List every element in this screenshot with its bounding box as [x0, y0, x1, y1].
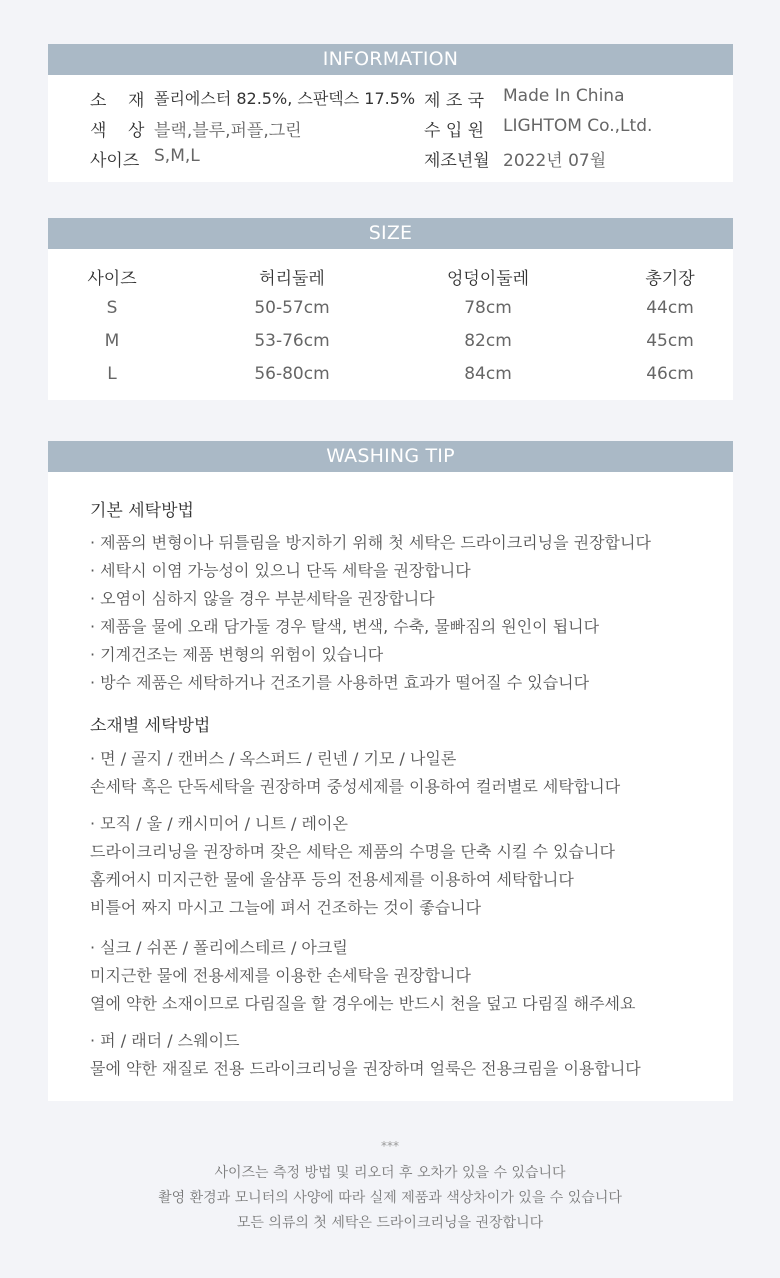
size-cell: 78cm — [464, 298, 512, 318]
list-item: · 제품을 물에 오래 담가둘 경우 탈색, 변색, 수축, 물빠짐의 원인이 됩니다 — [90, 617, 600, 636]
material-group-line: 드라이크리닝을 권장하며 잦은 세탁은 제품의 수명을 단축 시킬 수 있습니다 — [90, 842, 615, 861]
washing-header: WASHING TIP — [48, 441, 733, 472]
material-group-name: · 실크 / 쉬폰 / 폴리에스테르 / 아크릴 — [90, 938, 348, 957]
basic-wash-title: 기본 세탁방법 — [90, 501, 194, 521]
material-group-line: 열에 약한 소재이므로 다림질을 할 경우에는 반드시 천을 덮고 다림질 해주세요 — [90, 994, 636, 1013]
info-label: 수 입 원 — [424, 121, 485, 141]
washing-panel — [48, 441, 733, 1101]
info-value: LIGHTOM Co.,Ltd. — [503, 116, 653, 136]
size-cell: 46cm — [646, 364, 694, 384]
info-label: 소 재 — [90, 91, 145, 111]
size-col-header: 허리둘레 — [259, 269, 325, 289]
size-col-header: 사이즈 — [87, 269, 137, 289]
size-col-header: 엉덩이둘레 — [446, 269, 530, 289]
material-group-name: · 면 / 골지 / 캔버스 / 옥스퍼드 / 린넨 / 기모 / 나일론 — [90, 749, 457, 768]
table-row — [48, 298, 733, 328]
size-cell: 45cm — [646, 331, 694, 351]
info-label: 제 조 국 — [424, 91, 485, 111]
material-group-line: 미지근한 물에 전용세제를 이용한 손세탁을 권장합니다 — [90, 966, 471, 985]
info-label: 색 상 — [90, 121, 145, 141]
size-table-header — [48, 264, 733, 294]
table-row — [48, 331, 733, 361]
size-cell: 53-76cm — [254, 331, 330, 351]
info-value: 폴리에스터 82.5%, 스판덱스 17.5% — [154, 89, 416, 108]
info-label: 사이즈 — [90, 151, 140, 171]
size-panel — [48, 218, 733, 400]
information-panel — [48, 44, 733, 182]
size-cell: 50-57cm — [254, 298, 330, 318]
footer-mark: *** — [381, 1139, 399, 1153]
list-item: · 세탁시 이염 가능성이 있으니 단독 세탁을 권장합니다 — [90, 561, 471, 580]
information-header: INFORMATION — [48, 44, 733, 75]
material-group-name: · 모직 / 울 / 캐시미어 / 니트 / 레이온 — [90, 814, 348, 833]
footer-note: 촬영 환경과 모니터의 사양에 따라 실제 제품과 색상차이가 있을 수 있습니다 — [158, 1190, 622, 1206]
size-cell: S — [106, 298, 118, 318]
list-item: · 오염이 심하지 않을 경우 부분세탁을 권장합니다 — [90, 589, 435, 608]
table-row — [48, 364, 733, 394]
size-cell: 44cm — [646, 298, 694, 318]
material-group-line: 손세탁 혹은 단독세탁을 권장하며 중성세제를 이용하여 컬러별로 세탁합니다 — [90, 777, 621, 796]
size-cell: 56-80cm — [254, 364, 330, 384]
info-value: Made In China — [503, 86, 625, 106]
material-group-line: 비틀어 짜지 마시고 그늘에 펴서 건조하는 것이 좋습니다 — [90, 898, 482, 917]
info-label: 제조년월 — [424, 151, 490, 171]
size-cell: 84cm — [464, 364, 512, 384]
size-header: SIZE — [48, 218, 733, 249]
info-value: 2022년 07월 — [503, 151, 607, 171]
info-value: 블랙,블루,퍼플,그린 — [154, 121, 302, 141]
info-value: S,M,L — [154, 146, 200, 166]
size-col-header: 총기장 — [645, 269, 695, 289]
material-wash-title: 소재별 세탁방법 — [90, 716, 211, 736]
footer-note: 사이즈는 측정 방법 및 리오더 후 오차가 있을 수 있습니다 — [214, 1165, 566, 1181]
size-cell: 82cm — [464, 331, 512, 351]
list-item: · 제품의 변형이나 뒤틀림을 방지하기 위해 첫 세탁은 드라이크리닝을 권장합니다 — [90, 533, 651, 552]
material-group-line: 물에 약한 재질로 전용 드라이크리닝을 권장하며 얼룩은 전용크림을 이용합니다 — [90, 1059, 641, 1078]
material-group-line: 홈케어시 미지근한 물에 울샴푸 등의 전용세제를 이용하여 세탁합니다 — [90, 870, 574, 889]
footer-note: 모든 의류의 첫 세탁은 드라이크리닝을 권장합니다 — [236, 1215, 544, 1231]
list-item: · 기계건조는 제품 변형의 위험이 있습니다 — [90, 645, 384, 664]
list-item: · 방수 제품은 세탁하거나 건조기를 사용하면 효과가 떨어질 수 있습니다 — [90, 673, 590, 692]
material-group-name: · 퍼 / 래더 / 스웨이드 — [90, 1031, 240, 1050]
size-cell: L — [107, 364, 117, 384]
size-cell: M — [104, 331, 120, 351]
